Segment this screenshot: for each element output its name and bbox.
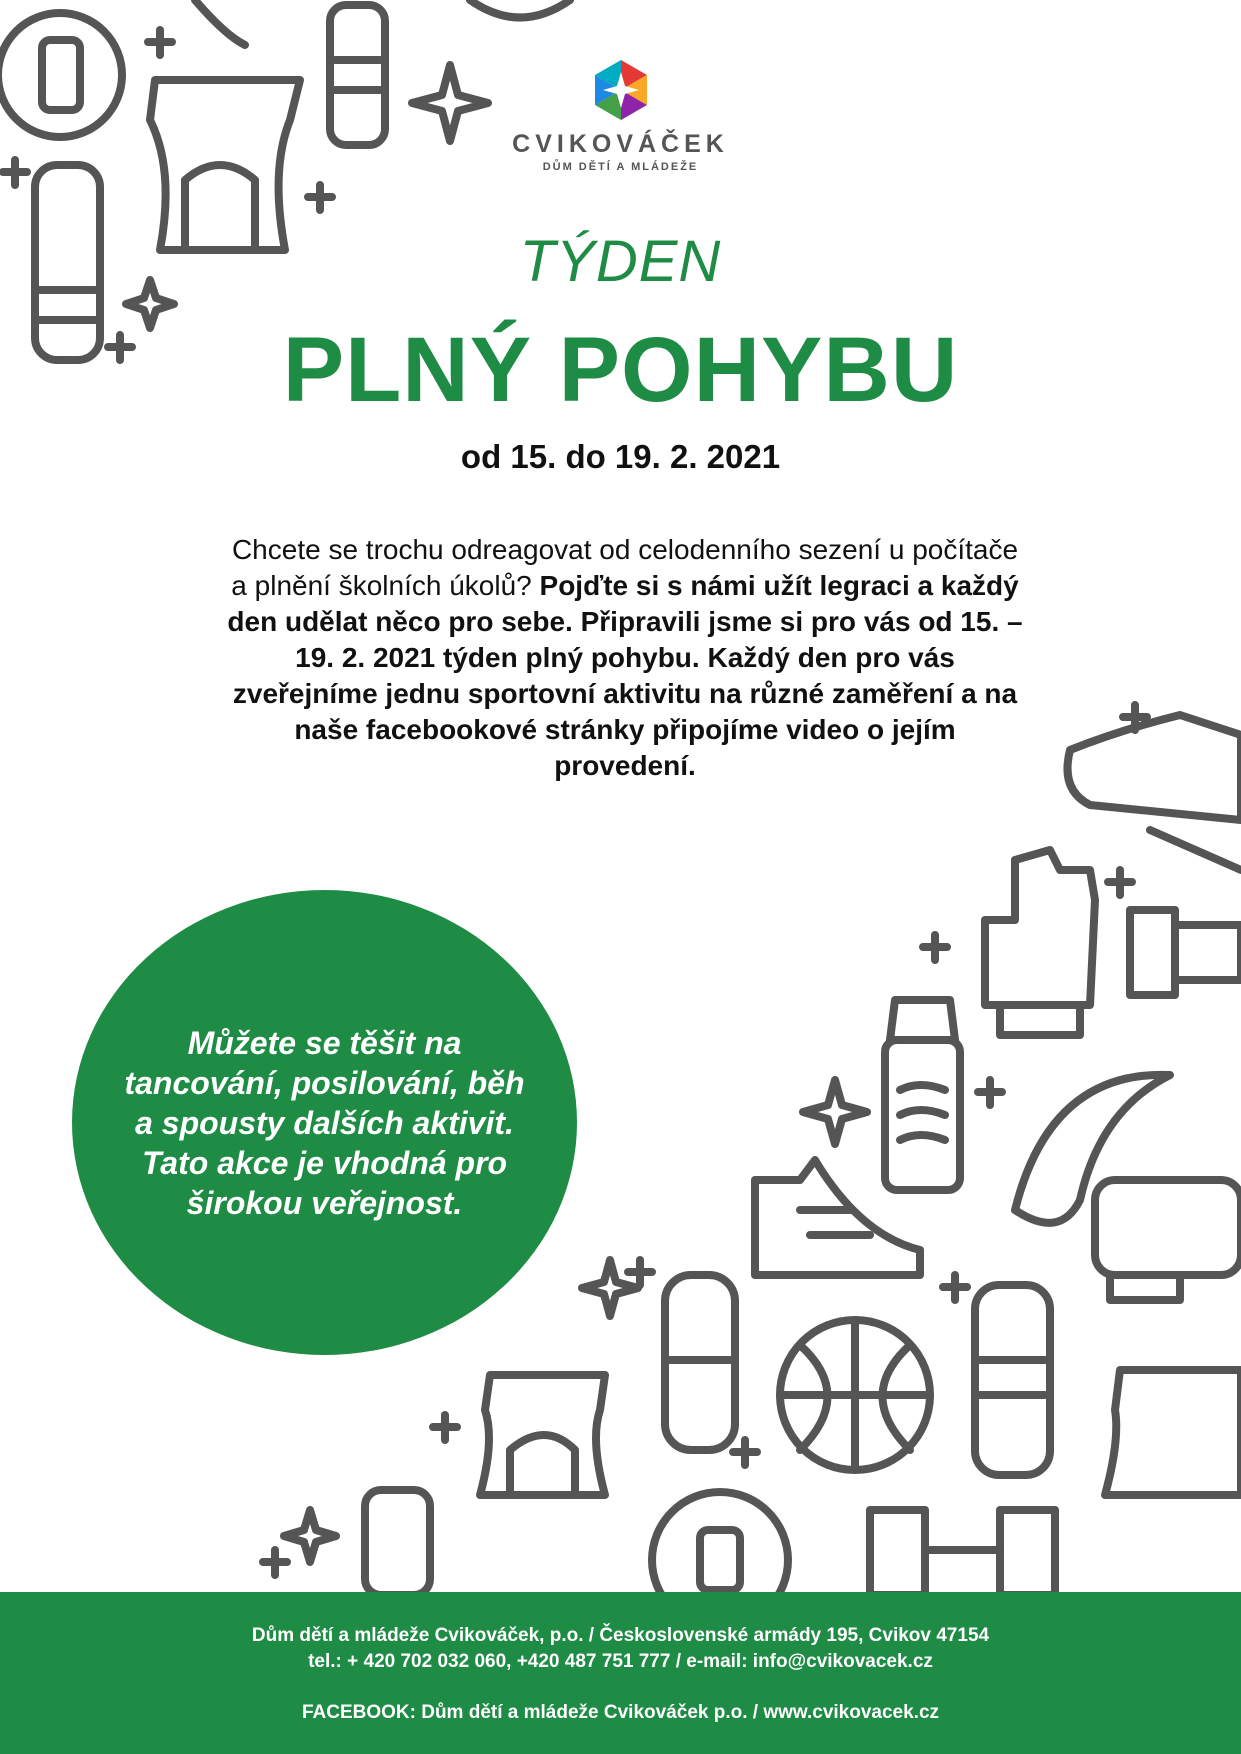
dumbbell-icon (870, 1510, 1055, 1595)
water-bottle-icon (885, 1000, 960, 1190)
event-date: od 15. do 19. 2. 2021 (460, 438, 781, 475)
dumbbell-icon (1130, 910, 1241, 995)
tank-top-icon (480, 1375, 605, 1495)
footer-web: FACEBOOK: Dům dětí a mládeže Cvikováček p.o. / www.cvikovacek.cz (301, 1702, 940, 1723)
basketball-icon (780, 1320, 930, 1470)
glove-icon (985, 850, 1095, 1035)
footer (0, 1592, 1241, 1754)
footer-address: Dům dětí a mládeže Cvikováček, p.o. / Československé armády 195, Cvikov 47154 (251, 1625, 990, 1646)
sneaker-icon (755, 1160, 920, 1275)
sneaker-icon (1068, 715, 1241, 870)
tank-top-icon (1105, 1370, 1241, 1495)
intro-text-regular: Chcete se trochu odreagovat od celodenního sezení u počítače a plnění školních úkolů? (231, 534, 1019, 601)
logo-subtitle: DŮM DĚTÍ A MLÁDEŽE (542, 161, 699, 173)
intro-paragraph (225, 532, 1025, 784)
banana-icon (195, 0, 245, 45)
heading-line-1: TÝDEN (519, 229, 722, 294)
basketball-icon (470, 0, 570, 18)
heading-line-2: PLNÝ POHYBU (282, 319, 959, 421)
brand-logo (0, 58, 1241, 173)
kettlebell-icon (1095, 1180, 1241, 1300)
water-bottle-icon (365, 1490, 430, 1595)
water-bottle-icon (975, 1285, 1050, 1475)
footer-contact: tel.: + 420 702 032 060, +420 487 751 777 / e-mail: info@cvikovacek.cz (308, 1651, 933, 1672)
intro-text-bold: Pojďte si s námi užít legraci a každý den udělat něco pro sebe. Připravili jsme si pro vás od 15. – 19. 2. 2021 týden plný pohybu. Každý den pro vás zveřejníme jednu sportovní aktivitu na různé zaměření a na naše facebookové stránky připojíme video o jejím provedení. (227, 570, 1023, 781)
banana-icon (1015, 1075, 1170, 1223)
logo-name: CVIKOVÁČEK (512, 130, 729, 158)
highlight-circle (72, 890, 577, 1355)
logo-star-icon (589, 58, 653, 122)
water-bottle-icon (665, 1275, 735, 1450)
highlight-text: Můžete se těšit na tancování, posilování, běh a spousty dalších aktivit. Tato akce je vhodná pro širokou veřejnost. (124, 1024, 525, 1221)
